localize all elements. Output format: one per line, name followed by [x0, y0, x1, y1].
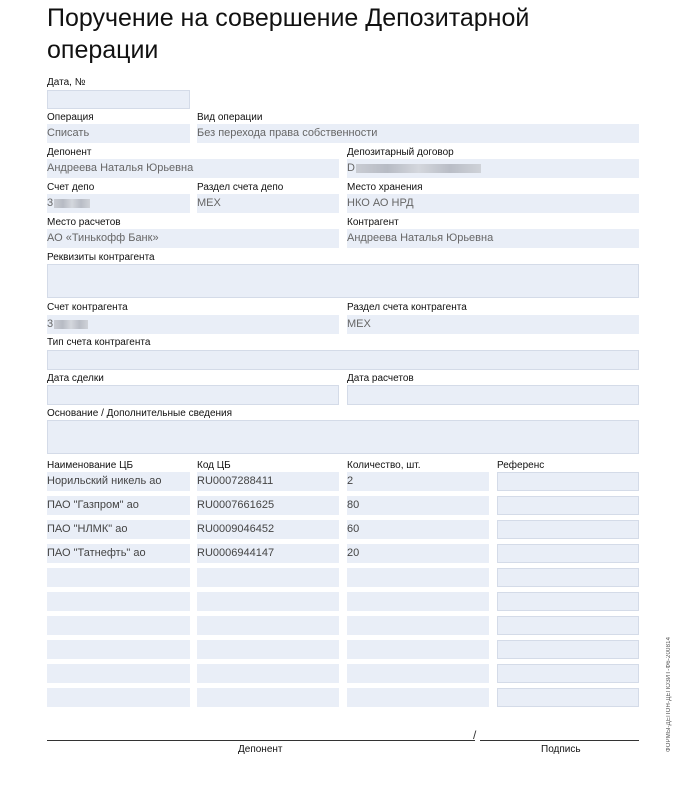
security-name-cell[interactable]	[47, 664, 190, 683]
security-name-cell[interactable]: ПАО "Татнефть" ао	[47, 544, 190, 563]
reference-cell[interactable]	[497, 568, 639, 587]
quantity-cell[interactable]: 20	[347, 544, 489, 563]
security-name-cell[interactable]: ПАО "НЛМК" ао	[47, 520, 190, 539]
security-name-cell[interactable]	[47, 568, 190, 587]
security-name-cell[interactable]	[47, 640, 190, 659]
quantity-cell[interactable]	[347, 640, 489, 659]
depo-account-field[interactable]	[47, 194, 190, 213]
table-header-quantity: Количество, шт.	[347, 460, 421, 471]
form-code: ФОРМЫ-ДЕПОН-ДЕПОЗИТ-Ф6-200814	[666, 636, 672, 752]
depo-section-label: Раздел счета депо	[197, 182, 284, 193]
operation-kind-label: Вид операции	[197, 112, 263, 123]
counterparty-details-field[interactable]	[47, 264, 639, 298]
security-code-cell[interactable]	[197, 688, 339, 707]
reference-cell[interactable]	[497, 616, 639, 635]
security-code-cell[interactable]	[197, 616, 339, 635]
redacted-account-number	[54, 199, 90, 208]
reference-cell[interactable]	[497, 640, 639, 659]
reference-cell[interactable]	[497, 544, 639, 563]
reference-cell[interactable]	[497, 472, 639, 491]
operation-kind-field[interactable]: Без перехода права собственности	[197, 124, 639, 143]
depo-account-value: 3	[47, 197, 54, 209]
redacted-contract-number	[356, 164, 481, 173]
security-name-cell[interactable]	[47, 688, 190, 707]
counterparty-account-label: Счет контрагента	[47, 302, 128, 313]
counterparty-section-field[interactable]: MEX	[347, 315, 639, 334]
depositor-label: Депонент	[47, 147, 92, 158]
storage-label: Место хранения	[347, 182, 423, 193]
settlement-date-label: Дата расчетов	[347, 373, 414, 384]
redacted-counterparty-account	[54, 320, 88, 329]
depositor-field[interactable]: Андреева Наталья Юрьевна	[47, 159, 339, 178]
security-code-cell[interactable]	[197, 640, 339, 659]
depo-contract-value: D	[347, 162, 355, 174]
quantity-cell[interactable]	[347, 688, 489, 707]
security-code-cell[interactable]	[197, 568, 339, 587]
counterparty-account-field[interactable]	[47, 315, 339, 334]
depositor-signature-line	[47, 740, 475, 741]
security-code-cell[interactable]: RU0009046452	[197, 520, 339, 539]
security-code-cell[interactable]: RU0007288411	[197, 472, 339, 491]
settlement-date-field[interactable]	[347, 385, 639, 405]
security-name-cell[interactable]: ПАО "Газпром" ао	[47, 496, 190, 515]
counterparty-account-value: 3	[47, 318, 54, 330]
security-name-cell[interactable]: Норильский никель ао	[47, 472, 190, 491]
reference-cell[interactable]	[497, 592, 639, 611]
depositor-caption: Депонент	[238, 744, 283, 755]
date-label: Дата, №	[47, 77, 86, 88]
basis-field[interactable]	[47, 420, 639, 454]
sign-signature-line	[480, 740, 639, 741]
counterparty-account-type-label: Тип счета контрагента	[47, 337, 151, 348]
quantity-cell[interactable]: 80	[347, 496, 489, 515]
quantity-cell[interactable]	[347, 664, 489, 683]
reference-cell[interactable]	[497, 688, 639, 707]
depo-contract-label: Депозитарный договор	[347, 147, 454, 158]
security-name-cell[interactable]	[47, 592, 190, 611]
counterparty-field[interactable]: Андреева Наталья Юрьевна	[347, 229, 639, 248]
settlement-place-label: Место расчетов	[47, 217, 121, 228]
settlement-place-field[interactable]: АО «Тинькофф Банк»	[47, 229, 339, 248]
table-header-code: Код ЦБ	[197, 460, 231, 471]
counterparty-details-label: Реквизиты контрагента	[47, 252, 155, 263]
page-title: Поручение на совершение Депозитарной операции	[47, 4, 530, 64]
reference-cell[interactable]	[497, 664, 639, 683]
quantity-cell[interactable]	[347, 616, 489, 635]
quantity-cell[interactable]	[347, 592, 489, 611]
reference-cell[interactable]	[497, 496, 639, 515]
table-header-name: Наименование ЦБ	[47, 460, 134, 471]
basis-label: Основание / Дополнительные сведения	[47, 408, 233, 419]
security-code-cell[interactable]	[197, 592, 339, 611]
depo-section-field[interactable]: MEX	[197, 194, 339, 213]
deal-date-label: Дата сделки	[47, 373, 104, 384]
security-code-cell[interactable]: RU0006944147	[197, 544, 339, 563]
table-header-reference: Референс	[497, 460, 545, 471]
deal-date-field[interactable]	[47, 385, 339, 405]
quantity-cell[interactable]	[347, 568, 489, 587]
quantity-cell[interactable]: 60	[347, 520, 489, 539]
sign-caption: Подпись	[541, 744, 581, 755]
security-name-cell[interactable]	[47, 616, 190, 635]
depo-contract-field[interactable]	[347, 159, 639, 178]
counterparty-account-type-field[interactable]	[47, 350, 639, 370]
reference-cell[interactable]	[497, 520, 639, 539]
operation-field[interactable]: Списать	[47, 124, 190, 143]
counterparty-section-label: Раздел счета контрагента	[347, 302, 467, 313]
signature-slash: /	[473, 728, 477, 742]
depo-account-label: Счет депо	[47, 182, 95, 193]
counterparty-label: Контрагент	[347, 217, 399, 228]
operation-label: Операция	[47, 112, 94, 123]
security-code-cell[interactable]	[197, 664, 339, 683]
security-code-cell[interactable]: RU0007661625	[197, 496, 339, 515]
date-field[interactable]	[47, 90, 190, 109]
storage-field[interactable]: НКО АО НРД	[347, 194, 639, 213]
quantity-cell[interactable]: 2	[347, 472, 489, 491]
